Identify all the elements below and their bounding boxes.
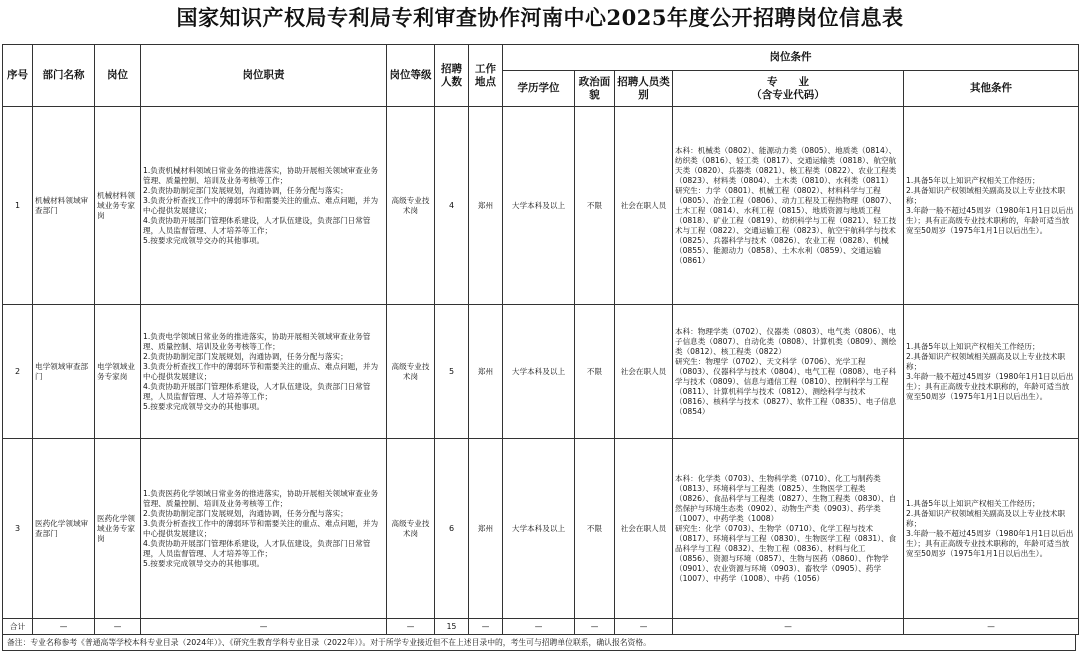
- total-dash: —: [95, 619, 141, 635]
- other-line: 3.年龄一般不超过45周岁（1980年1月1日以后出生）；具有正高级专业技术职称的，年龄可适当放宽至50周岁（1975年1月1日以后出生）。: [906, 205, 1074, 235]
- row-edu: 大学本科及以上: [503, 107, 575, 305]
- duty-line: 1.负责电学领域日常业务的推进落实，协助开展相关领域审查业务管理、质量控制、培训及业务考核等工作；: [143, 331, 371, 351]
- row-level: 高级专业技术岗: [387, 107, 435, 305]
- total-dash: —: [469, 619, 503, 635]
- duty-line: 1.负责医药化学领域日常业务的推进落实，协助开展相关领域审查业务管理、质量控制、培训及业务考核等工作；: [143, 488, 379, 508]
- row-level: 高级专业技术岗: [387, 439, 435, 619]
- header-level: 岗位等级: [387, 45, 435, 107]
- row-seq: 1: [3, 107, 33, 305]
- row-post: 医药化学领域业务专家岗: [95, 439, 141, 619]
- row-category: 社会在职人员: [615, 439, 673, 619]
- header-major: [673, 71, 904, 107]
- row-place: 郑州: [469, 439, 503, 619]
- row-duty: [141, 439, 387, 619]
- header-other: 其他条件: [904, 71, 1079, 107]
- header-post: 岗位: [95, 45, 141, 107]
- table-row: [3, 439, 1079, 619]
- total-dash: —: [904, 619, 1079, 635]
- header-edu: 学历学位: [503, 71, 575, 107]
- row-edu: 大学本科及以上: [503, 305, 575, 439]
- row-category: 社会在职人员: [615, 107, 673, 305]
- row-seq: 3: [3, 439, 33, 619]
- duty-line: 2.负责协助制定部门发展规划，沟通协调，任务分配与落实；: [143, 185, 348, 195]
- row-count: 6: [435, 439, 469, 619]
- header-duty: 岗位职责: [141, 45, 387, 107]
- header-count: 招聘人数: [435, 45, 469, 107]
- row-count: 5: [435, 305, 469, 439]
- row-edu: 大学本科及以上: [503, 439, 575, 619]
- row-political: 不限: [575, 107, 615, 305]
- row-duty: [141, 305, 387, 439]
- row-category: 社会在职人员: [615, 305, 673, 439]
- header-category: 招聘人员类别: [615, 71, 673, 107]
- row-post: 电学领域业务专家岗: [95, 305, 141, 439]
- header-dept: 部门名称: [33, 45, 95, 107]
- row-post: 机械材料领域业务专家岗: [95, 107, 141, 305]
- table-row: [3, 107, 1079, 305]
- recruitment-table: [2, 44, 1079, 635]
- duty-line: 5.按要求完成领导交办的其他事项。: [143, 401, 265, 411]
- row-dept: 医药化学领域审查部门: [33, 439, 95, 619]
- row-major: 本科：物理学类（0702）、仪器类（0803）、电气类（0806）、电子信息类（0807）、自动化类（0808）、计算机类（0809）、测绘类（0812）、核工程类（0822） 研究生：物理学（0702）、天文科学（0706）、光学工程（0803）、仪器科学与技术（0804）、电气工程（0808）、电子科学与技术（0809）、信息与通信工程（0810）、控制科学与工程（0811）、计算机科学与技术（0812）、测绘科学与技术（0816）、核科学与技术（0827）、软件工程（0835）、电子信息（0854）: [673, 305, 904, 439]
- total-dash: —: [575, 619, 615, 635]
- row-dept: 电学领域审查部门: [33, 305, 95, 439]
- row-major: 本科：机械类（0802）、能源动力类（0805）、地质类（0814）、纺织类（0816）、轻工类（0817）、交通运输类（0818）、航空航天类（0820）、兵器类（0821）、核工程类（0822）、农业工程类（0823）、材料类（0804）、土木类（0810）、水利类（0811） 研究生：力学（0801）、机械工程（0802）、材料科学与工程（0805）、冶金工程（0806）、动力工程及工程热物理（0807）、土木工程（0814）、水利工程（0815）、地质资源与地质工程（0818）、矿业工程（0819）、纺织科学与工程（0821）、轻工技术与工程（0822）、交通运输工程（0823）、航空宇航科学与技术（0825）、兵器科学与技术（0826）、农业工程（0828）、机械（0855）、能源动力（0858）、土木水利（0859）、交通运输（0861）: [673, 107, 904, 305]
- duty-line: 2.负责协助制定部门发展规划，沟通协调，任务分配与落实；: [143, 508, 348, 518]
- other-line: 2.具备知识产权领域相关副高及以上专业技术职称；: [906, 185, 1066, 205]
- header-political: 政治面貌: [575, 71, 615, 107]
- row-place: 郑州: [469, 107, 503, 305]
- other-line: 2.具备知识产权领域相关副高及以上专业技术职称；: [906, 508, 1066, 528]
- header-conditions: 岗位条件: [503, 45, 1079, 71]
- row-other: [904, 439, 1079, 619]
- other-line: 1.具备5年以上知识产权相关工作经历；: [906, 175, 1040, 185]
- total-dash: —: [141, 619, 387, 635]
- total-dash: —: [387, 619, 435, 635]
- total-dash: —: [503, 619, 575, 635]
- row-level: 高级专业技术岗: [387, 305, 435, 439]
- other-line: 1.具备5年以上知识产权相关工作经历；: [906, 498, 1040, 508]
- duty-line: 5.按要求完成领导交办的其他事项。: [143, 558, 265, 568]
- duty-line: 1.负责机械材料领域日常业务的推进落实，协助开展相关领域审查业务管理、质量控制、培训及业务考核等工作；: [143, 165, 379, 185]
- row-political: 不限: [575, 439, 615, 619]
- duty-line: 3.负责分析查找工作中的薄弱环节和需要关注的重点、难点问题，并为中心提供发展建议；: [143, 361, 379, 381]
- duty-line: 4.负责协助开展部门管理体系建设，人才队伍建设，负责部门日常管理，人员监督管理、人才培养等工作；: [143, 215, 371, 235]
- row-political: 不限: [575, 305, 615, 439]
- total-dash: —: [615, 619, 673, 635]
- total-label: 合计: [3, 619, 33, 635]
- other-line: 3.年龄一般不超过45周岁（1980年1月1日以后出生）；具有正高级专业技术职称的，年龄可适当放宽至50周岁（1975年1月1日以后出生）。: [906, 528, 1074, 558]
- row-place: 郑州: [469, 305, 503, 439]
- row-other: [904, 305, 1079, 439]
- header-major-sub: （含专业代码）: [751, 88, 825, 101]
- other-line: 1.具备5年以上知识产权相关工作经历；: [906, 341, 1040, 351]
- row-dept: 机械材料领域审查部门: [33, 107, 95, 305]
- duty-line: 3.负责分析查找工作中的薄弱环节和需要关注的重点、难点问题，并为中心提供发展建议；: [143, 518, 379, 538]
- header-major-label: 专 业: [767, 75, 809, 88]
- header-place: 工作地点: [469, 45, 503, 107]
- duty-line: 2.负责协助制定部门发展规划，沟通协调，任务分配与落实；: [143, 351, 348, 361]
- header-seq: 序号: [3, 45, 33, 107]
- total-row: [3, 619, 1079, 635]
- duty-line: 4.负责协助开展部门管理体系建设，人才队伍建设，负责部门日常管理，人员监督管理、人才培养等工作；: [143, 381, 371, 401]
- total-dash: —: [673, 619, 904, 635]
- total-dash: —: [33, 619, 95, 635]
- page-title: 国家知识产权局专利局专利审查协作河南中心2025年度公开招聘岗位信息表: [176, 5, 904, 30]
- row-major: 本科：化学类（0703）、生物科学类（0710）、化工与制药类（0813）、环境科学与工程类（0825）、生物医学工程类（0826）、食品科学与工程类（0827）、生物工程类（0830）、自然保护与环境生态类（0902）、动物生产类（0903）、药学类（1007）、中药学类（1008） 研究生：化学（0703）、生物学（0710）、化学工程与技术（0817）、环境科学与工程（0830）、生物医学工程（0831）、食品科学与工程（0832）、生物工程（0836）、材料与化工（0856）、资源与环境（0857）、生物与医药（0860）、作物学（0901）、农业资源与环境（0903）、畜牧学（0905）、药学（1007）、中药学（1008）、中药（1056）: [673, 439, 904, 619]
- duty-line: 3.负责分析查找工作中的薄弱环节和需要关注的重点、难点问题，并为中心提供发展建议；: [143, 195, 379, 215]
- duty-line: 5.按要求完成领导交办的其他事项。: [143, 235, 265, 245]
- footnote: 备注：专业名称参考《普通高等学校本科专业目录（2024年）》、《研究生教育学科专业目录（2022年）》。对于所学专业接近但不在上述目录中的，考生可与招聘单位联系，确认报名资格。: [2, 635, 1076, 651]
- row-seq: 2: [3, 305, 33, 439]
- table-row: [3, 305, 1079, 439]
- row-other: [904, 107, 1079, 305]
- other-line: 3.年龄一般不超过45周岁（1980年1月1日以后出生）；具有正高级专业技术职称的，年龄可适当放宽至50周岁（1975年1月1日以后出生）。: [906, 371, 1074, 401]
- duty-line: 4.负责协助开展部门管理体系建设，人才队伍建设，负责部门日常管理，人员监督管理、人才培养等工作；: [143, 538, 371, 558]
- other-line: 2.具备知识产权领域相关副高及以上专业技术职称；: [906, 351, 1066, 371]
- row-duty: [141, 107, 387, 305]
- total-count: 15: [435, 619, 469, 635]
- row-count: 4: [435, 107, 469, 305]
